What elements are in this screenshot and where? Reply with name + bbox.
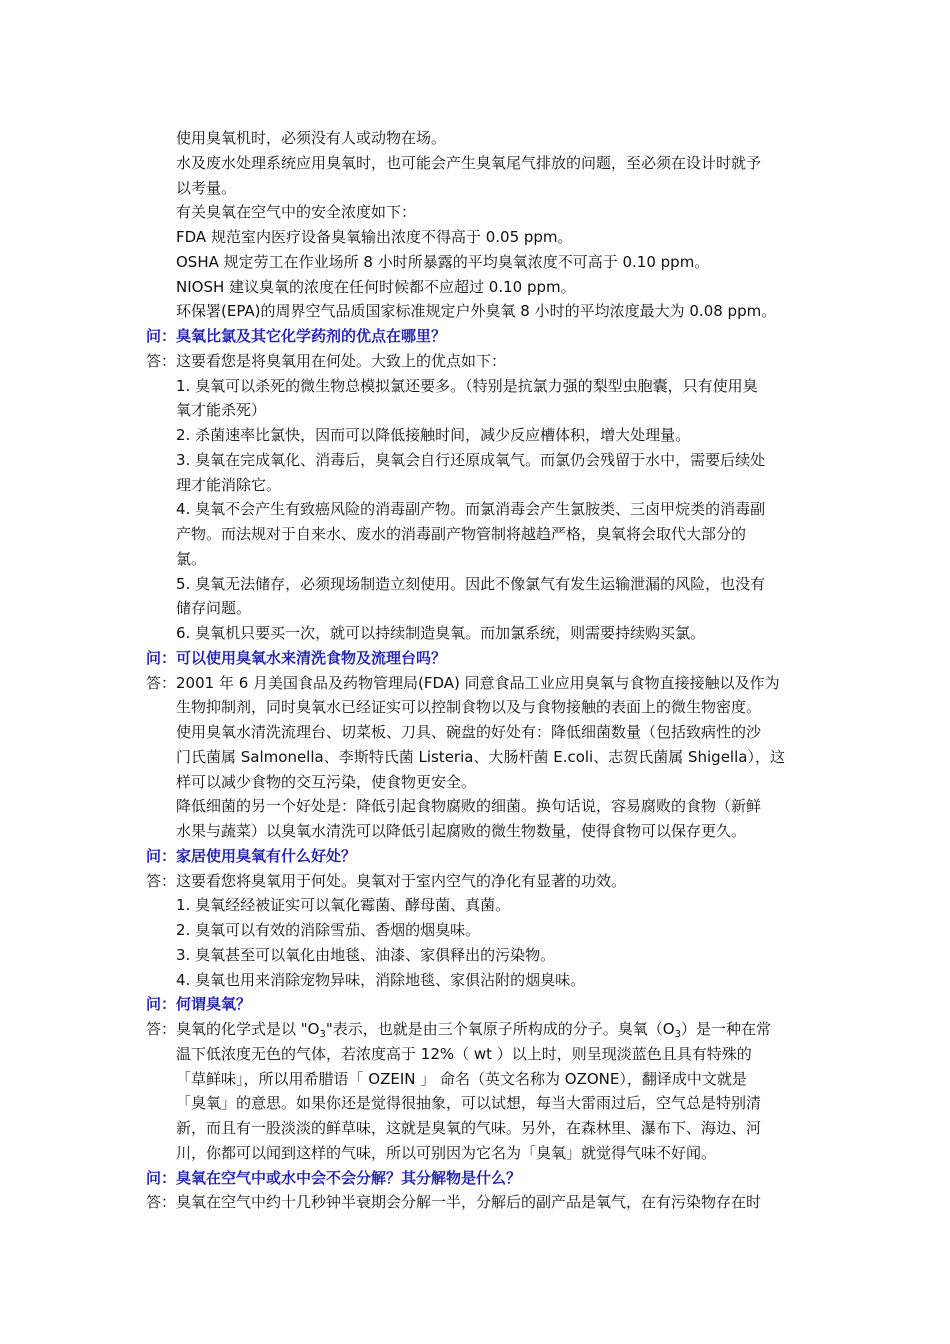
question-heading: 问：可以使用臭氧水来清洗食物及流理台吗？ [146,649,447,667]
text-line: 理才能消除它。 [176,476,282,494]
answer-text: 2001 年 6 月美国食品及药物管理局(FDA) 同意食品工业应用臭氧与食物直接接触以及作为 [176,674,780,692]
text-line: 门氏菌属 Salmonella、李斯特氏菌 Listeria、大肠杆菌 E.coli、志贺氏菌属 Shigella），这 [176,748,785,766]
text-line: OSHA 规定劳工在作业场所 8 小时所暴露的平均臭氧浓度不可高于 0.10 ppm。 [176,253,710,271]
text-line: 3. 臭氧在完成氧化、消毒后，臭氧会自行还原成氧气。而氯仍会残留于水中，需要后续处 [176,451,766,469]
text-line: 水及废水处理系统应用臭氧时，也可能会产生臭氧尾气排放的问题，至必须在设计时就予 [176,154,762,172]
question-heading: 问：何谓臭氧？ [146,995,252,1013]
text-line: 样可以减少食物的交互污染，使食物更安全。 [176,773,477,791]
text-line: 使用臭氧水清洗流理台、切菜板、刀具、碗盘的好处有：降低细菌数量（包括致病性的沙 [176,723,762,741]
text-line: 氧才能杀死） [176,401,267,419]
answer-text: 这要看您是将臭氧用在何处。大致上的优点如下： [176,352,507,370]
answer-label: 答： [146,674,177,692]
text-line: 2. 杀菌速率比氯快，因而可以降低接触时间，减少反应槽体积，增大处理量。 [176,426,691,444]
answer-label: 答： [146,872,177,890]
text-line: FDA 规范室内医疗设备臭氧输出浓度不得高于 0.05 ppm。 [176,228,573,246]
text-line: 生物抑制剂，同时臭氧水已经证实可以控制食物以及与食物接触的表面上的微生物密度。 [176,698,762,716]
text-line: 2. 臭氧可以有效的消除雪茄、香烟的烟臭味。 [176,921,481,939]
text-line: 降低细菌的另一个好处是：降低引起食物腐败的细菌。换句话说，容易腐败的食物（新鲜 [176,797,762,815]
text-line: 水果与蔬菜）以臭氧水清洗可以降低引起腐败的微生物数量，使得食物可以保存更久。 [176,822,747,840]
text-line: 1. 臭氧可以杀死的微生物总模拟氯还要多。（特别是抗氯力强的梨型虫胞囊，只有使用臭 [176,377,758,395]
text-line: 6. 臭氧机只要买一次，就可以持续制造臭氧。而加氯系统，则需要持续购买氯。 [176,624,706,642]
text-line: 以考量。 [176,179,237,197]
question-heading: 问：家居使用臭氧有什么好处？ [146,847,357,865]
text-line: 5. 臭氧无法储存，必须现场制造立刻使用。因此不像氯气有发生运输泄漏的风险，也没有 [176,575,766,593]
text-line: 「臭氧」的意思。如果你还是觉得很抽象，可以试想，每当大雷雨过后，空气总是特别清 [176,1094,762,1112]
answer-text: 臭氧的化学式是以 "$O_3$"表示，也就是由三个氧原子所构成的分子。臭氧$(O_3)$是一种在常 [176,1020,771,1040]
text-line: 新，而且有一股淡淡的鲜草味，这就是臭氧的气味。另外，在森林里、瀑布下、海边、河 [176,1119,762,1137]
text-line: 氯。 [176,550,207,568]
text-line: 4. 臭氧不会产生有致癌风险的消毒副产物。而氯消毒会产生氯胺类、三卤甲烷类的消毒副 [176,500,766,518]
text-line: 3. 臭氧甚至可以氧化由地毯、油漆、家俱释出的污染物。 [176,946,556,964]
text-line: 川，你都可以闻到这样的气味，所以可别因为它名为「臭氧」就觉得气味不好闻。 [176,1144,717,1162]
text-line: 4. 臭氧也用来消除宠物异味，消除地毯、家俱沾附的烟臭味。 [176,971,586,989]
answer-label: 答： [146,1020,177,1038]
text-line: 储存问题。 [176,599,252,617]
answer-text: 这要看您将臭氧用于何处。臭氧对于室内空气的净化有显著的功效。 [176,872,627,890]
text-line: 有关臭氧在空气中的安全浓度如下： [176,203,417,221]
text-line: 温下低浓度无色的气体，若浓度高于 12%（ wt ）以上时，则呈现淡蓝色且具有特殊的 [176,1045,752,1063]
text-line: 产物。而法规对于自来水、废水的消毒副产物管制将越趋严格，臭氧将会取代大部分的 [176,525,747,543]
answer-text: 臭氧在空气中约十几秒钟半衰期会分解一半，分解后的副产品是氧气，在有污染物存在时 [176,1193,762,1211]
answer-label: 答： [146,1193,177,1211]
text-line: 使用臭氧机时，必须没有人或动物在场。 [176,129,447,147]
text-line: 1. 臭氧经经被证实可以氧化霉菌、酵母菌、真菌。 [176,896,511,914]
answer-label: 答： [146,352,177,370]
question-heading: 问：臭氧比氯及其它化学药剂的优点在哪里？ [146,327,447,345]
question-heading: 问：臭氧在空气中或水中会不会分解？其分解物是什么？ [146,1169,522,1187]
text-line: 「草鲜味」，所以用希腊语「 OZEIN 」 命名（英文名称为 OZONE），翻译成中文就是 [176,1070,747,1088]
text-line: NIOSH 建议臭氧的浓度在任何时候都不应超过 0.10 ppm。 [176,278,576,296]
text-line: 环保署(EPA)的周界空气品质国家标准规定户外臭氧 8 小时的平均浓度最大为 0.08 ppm。 [176,302,777,320]
